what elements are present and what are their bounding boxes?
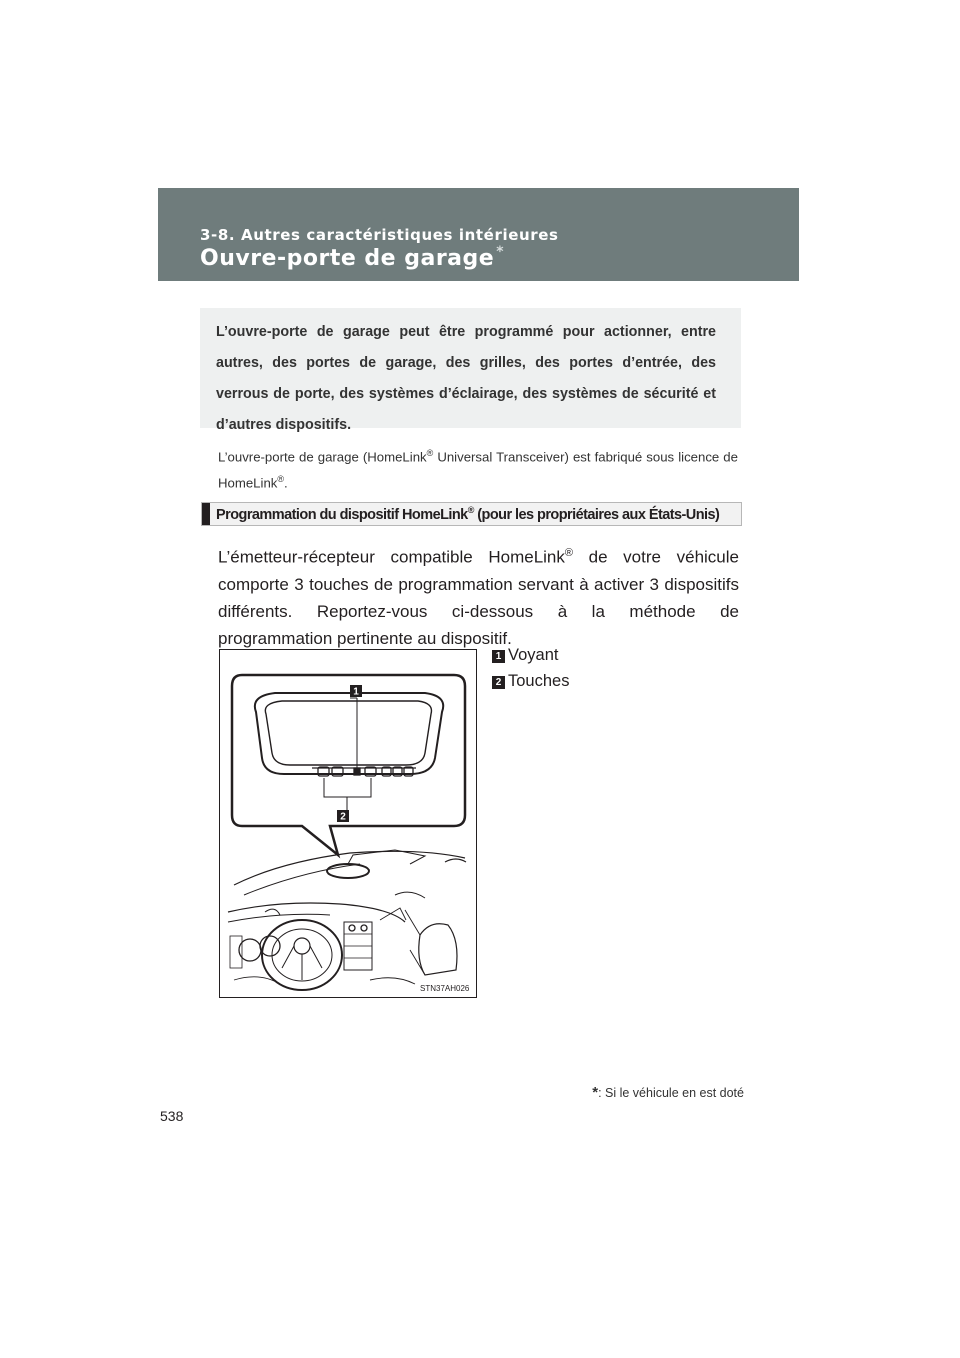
license-note [218, 442, 738, 495]
callout-2-label: 2 [340, 811, 346, 823]
footnote-asterisk: * [592, 1084, 599, 1101]
figure-code: STN37AH026 [420, 984, 470, 993]
mirror-outer [255, 693, 443, 774]
subheading-text [216, 505, 719, 523]
body-reg: ® [564, 547, 573, 559]
note-part2: Universal Transceiver) est fabriqué sous licence de HomeLink [218, 449, 738, 491]
title-asterisk: * [496, 244, 505, 260]
note-part3: . [284, 475, 288, 491]
body-paragraph [218, 540, 739, 652]
footnote-text: : Si le véhicule en est doté [598, 1086, 744, 1100]
legend-label-2: Touches [508, 672, 570, 690]
subheading-reg: ® [467, 505, 474, 515]
subheading-part1: Programmation du dispositif HomeLink [216, 506, 468, 523]
indicator-light [354, 768, 360, 775]
mirror-glass [265, 701, 431, 765]
page-number: 538 [160, 1108, 184, 1124]
illustration-svg [220, 650, 476, 997]
subheading-marker [202, 503, 210, 525]
subheading-bar [201, 502, 742, 526]
legend-item-voyant [492, 646, 558, 665]
footnote [592, 1084, 744, 1101]
legend-label-1: Voyant [508, 646, 559, 664]
section-label: 3-8. Autres caractéristiques intérieures [200, 226, 559, 244]
callout-1-label: 1 [353, 686, 359, 698]
page-title [200, 246, 504, 271]
legend-item-touches [492, 672, 569, 691]
note-part1: L’ouvre-porte de garage (HomeLink [218, 449, 427, 465]
note-reg-2: ® [277, 474, 285, 485]
body-part2: de votre véhicule comporte 3 touches de programmation servant à activer 3 dispositifs différents. Reportez-vous ci-dessous à la méthode de programmation pertinente au dispositif. [218, 547, 739, 648]
intro-box [200, 308, 741, 433]
subheading-part2: (pour les propriétaires aux États-Unis) [473, 506, 720, 523]
legend-number-2: 2 [492, 676, 505, 689]
page-title-text: Ouvre-porte de garage [200, 246, 495, 271]
intro-text: L’ouvre-porte de garage peut être programmé pour actionner, entre autres, des portes de garage, des grilles, des portes d’entrée, des verrous de porte, des systèmes d’éclairage, des systèmes de sécurité et d’autres dispositifs. [216, 324, 716, 433]
body-part1: L’émetteur-récepteur compatible HomeLink [218, 547, 565, 567]
mirror-illustration [219, 649, 477, 998]
note-reg-1: ® [426, 448, 434, 458]
legend-number-1: 1 [492, 650, 505, 663]
page-header [158, 188, 799, 281]
